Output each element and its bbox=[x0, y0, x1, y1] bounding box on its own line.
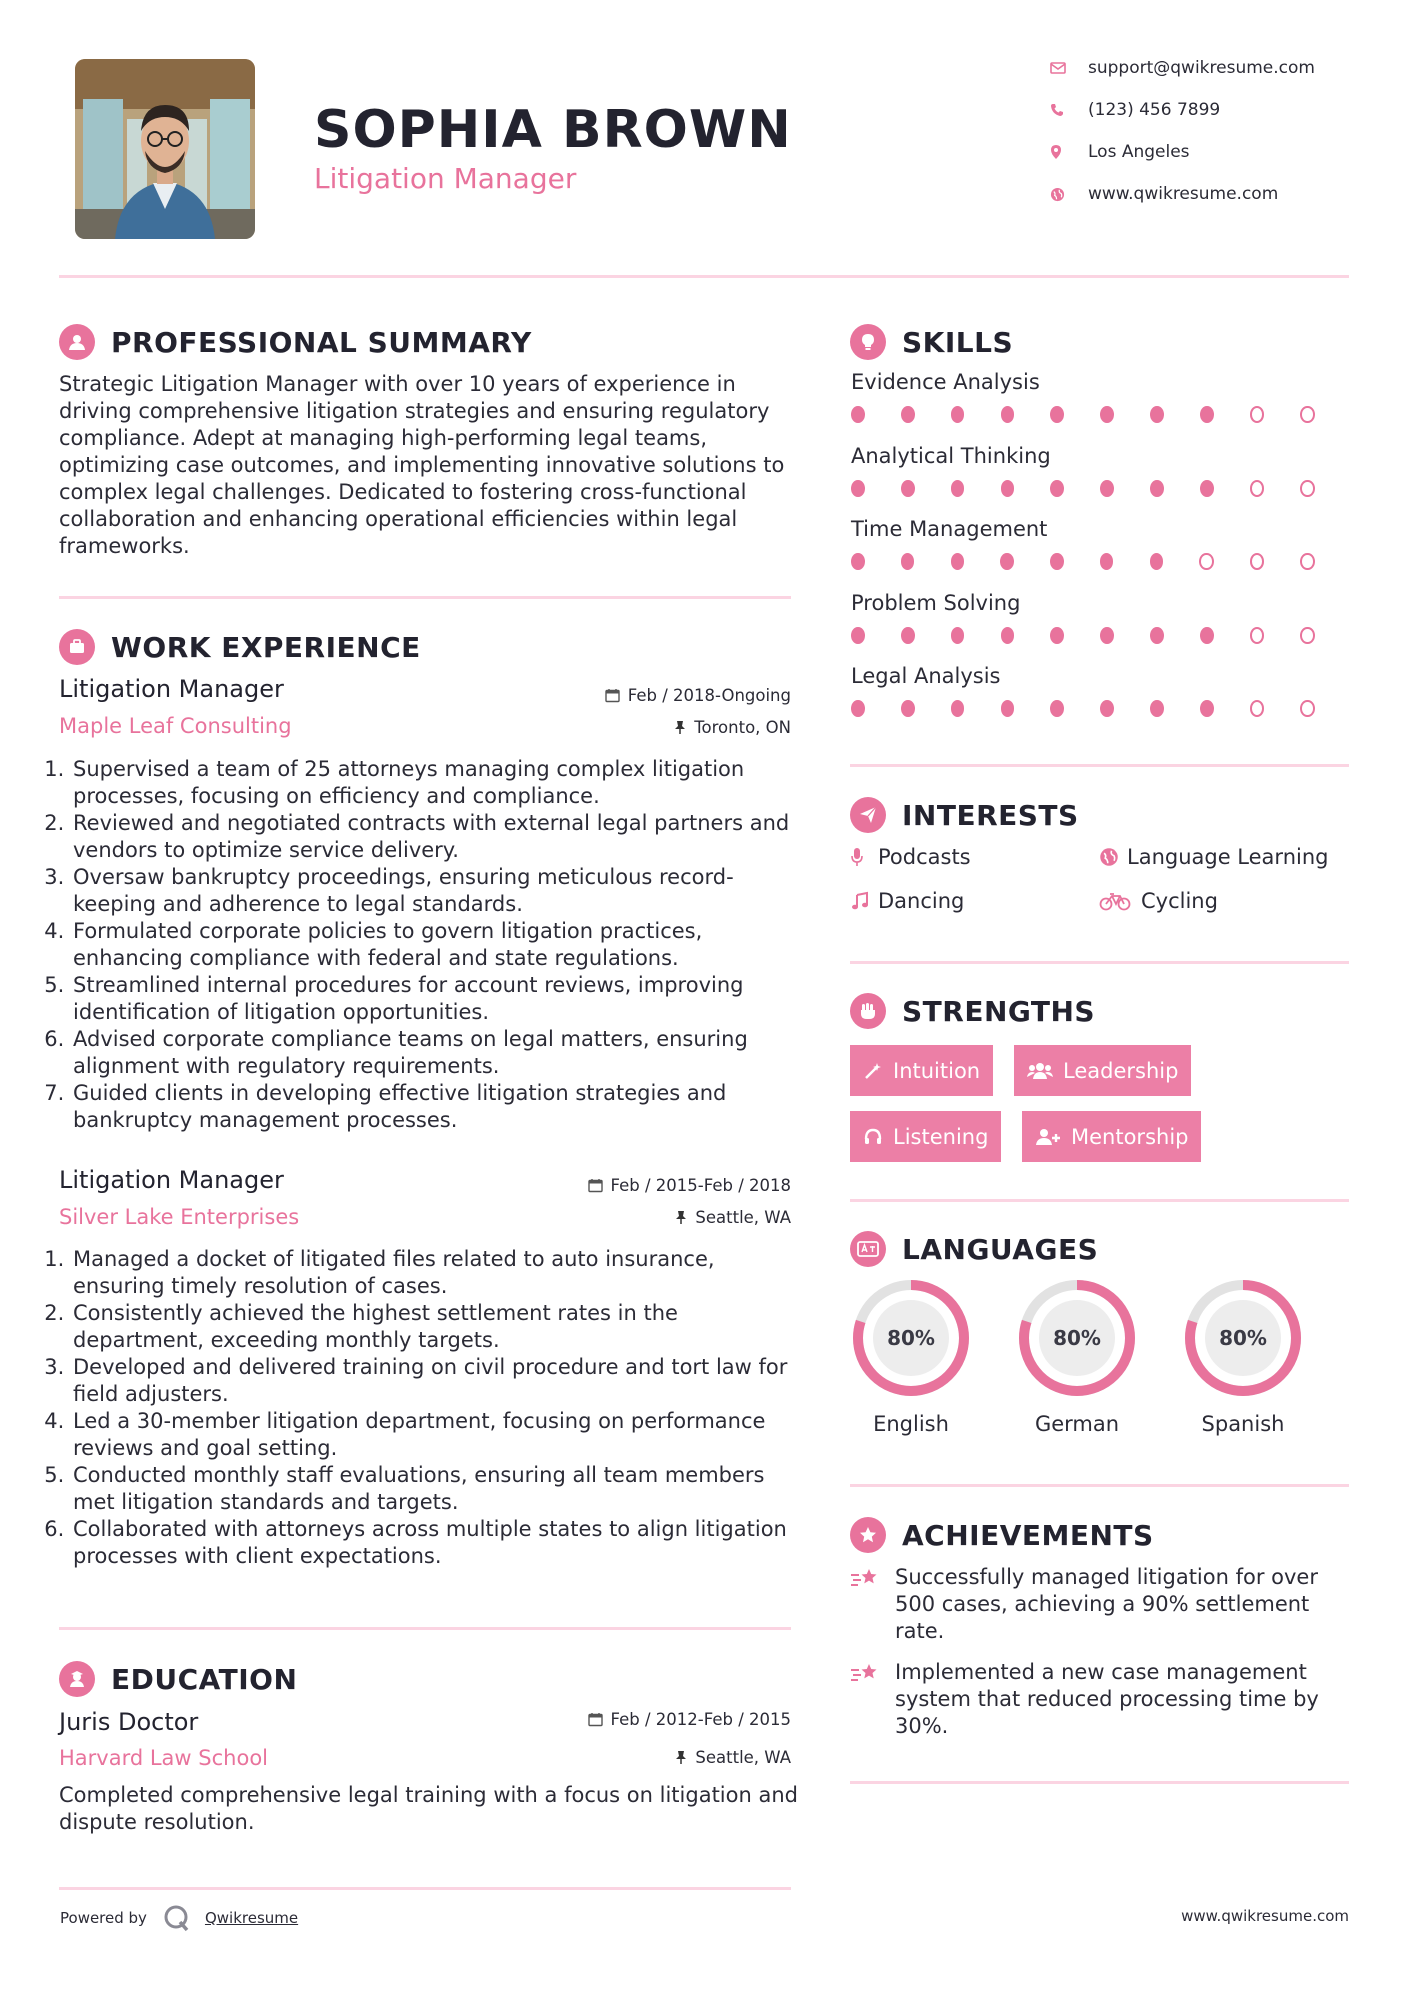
section-work-experience bbox=[59, 629, 421, 665]
music-note-icon bbox=[850, 891, 878, 911]
section-divider bbox=[850, 764, 1349, 767]
rating-dot-filled bbox=[1150, 480, 1164, 497]
users-icon bbox=[1027, 1061, 1053, 1081]
job-title: Litigation Manager bbox=[59, 675, 284, 703]
phone-icon bbox=[1050, 103, 1088, 117]
candidate-name: SOPHIA BROWN bbox=[314, 100, 792, 160]
rating-dot-empty bbox=[1250, 553, 1264, 570]
rating-dot-filled bbox=[901, 406, 915, 423]
job-location: Toronto, ON bbox=[674, 718, 791, 737]
pushpin-icon bbox=[675, 1750, 687, 1765]
header-divider bbox=[59, 275, 1349, 278]
education-location: Seattle, WA bbox=[675, 1748, 791, 1767]
job-dates: Feb / 2015-Feb / 2018 bbox=[588, 1176, 791, 1195]
section-education bbox=[59, 1661, 297, 1697]
summary-text: Strategic Litigation Manager with over 10 years of experience in driving comprehensive litigation strategies and ensuring regulatory compliance. Adept at managing high-performing legal teams, optimizing case outcomes, and implementing innovative solutions to complex legal challenges. Dedicated to fostering cross-functional collaboration and enhancing operational efficiencies within legal frameworks. bbox=[59, 372, 785, 558]
rating-dot-filled bbox=[851, 480, 865, 497]
rating-dot-empty bbox=[1199, 553, 1213, 570]
language-progress-ring bbox=[1181, 1276, 1305, 1400]
calendar-icon bbox=[605, 688, 620, 703]
rating-dot-filled bbox=[951, 406, 965, 423]
qwikresume-link[interactable]: Qwikresume bbox=[204, 1909, 299, 1927]
language-percent: 80% bbox=[1219, 1326, 1267, 1350]
rating-dot-filled bbox=[1100, 627, 1114, 644]
skill-name: Legal Analysis bbox=[851, 664, 1001, 688]
section-languages bbox=[850, 1231, 1098, 1267]
list-item: 3. Developed and delivered training on civil procedure and tort law for field adjusters. bbox=[71, 1354, 798, 1408]
rating-dot-empty bbox=[1250, 406, 1264, 423]
skill-item bbox=[851, 591, 1351, 665]
rating-dot-empty bbox=[1300, 627, 1314, 644]
contact-email-text: support@qwikresume.com bbox=[1088, 58, 1315, 78]
education-description: Completed comprehensive legal training with a focus on litigation and dispute resolution. bbox=[59, 1783, 798, 1834]
list-item: 6. Collaborated with attorneys across multiple states to align litigation processes with client expectations. bbox=[71, 1516, 798, 1570]
skill-name: Time Management bbox=[851, 517, 1048, 541]
footer-divider bbox=[59, 1887, 791, 1890]
skill-name: Evidence Analysis bbox=[851, 370, 1040, 394]
rating-dot-filled bbox=[1100, 480, 1114, 497]
paper-plane-icon bbox=[850, 797, 886, 833]
rating-dot-filled bbox=[1150, 700, 1164, 717]
rating-dot-filled bbox=[1100, 700, 1114, 717]
job-title: Litigation Manager bbox=[59, 1166, 284, 1194]
rating-dot-filled bbox=[1100, 553, 1114, 570]
contact-location bbox=[1050, 142, 1190, 162]
rating-dot-filled bbox=[901, 627, 915, 644]
contact-website[interactable] bbox=[1050, 184, 1278, 204]
user-icon bbox=[59, 324, 95, 360]
calendar-icon bbox=[588, 1712, 603, 1727]
fist-icon bbox=[850, 993, 886, 1029]
job-company: Maple Leaf Consulting bbox=[59, 714, 292, 738]
rating-dot-empty bbox=[1300, 553, 1314, 570]
skill-rating bbox=[851, 553, 1351, 570]
powered-by-text: Powered by bbox=[60, 1909, 147, 1927]
shooting-star-icon bbox=[850, 1659, 895, 1740]
strength-chip: Mentorship bbox=[1022, 1111, 1201, 1162]
language-name: German bbox=[1034, 1412, 1120, 1436]
section-skills bbox=[850, 324, 1013, 360]
interest-item: Language Learning bbox=[1099, 845, 1328, 869]
list-item: 4. Led a 30-member litigation department, focusing on performance reviews and goal setting. bbox=[71, 1408, 798, 1462]
rating-dot-filled bbox=[851, 700, 865, 717]
rating-dot-filled bbox=[1050, 627, 1064, 644]
job-company: Silver Lake Enterprises bbox=[59, 1205, 300, 1229]
rating-dot-empty bbox=[1300, 406, 1314, 423]
footer-url[interactable]: www.qwikresume.com bbox=[1181, 1907, 1349, 1925]
section-divider bbox=[59, 596, 791, 599]
section-achievements bbox=[850, 1517, 1154, 1553]
education-degree: Juris Doctor bbox=[59, 1708, 199, 1736]
rating-dot-filled bbox=[1001, 480, 1015, 497]
rating-dot-filled bbox=[951, 627, 965, 644]
profile-photo bbox=[75, 59, 255, 239]
achievement-item: Successfully managed litigation for over 500 cases, achieving a 90% settlement rate. bbox=[850, 1564, 1320, 1645]
section-divider bbox=[59, 1627, 791, 1630]
achievement-item: Implemented a new case management system that reduced processing time by 30%. bbox=[850, 1659, 1320, 1740]
pushpin-icon bbox=[674, 720, 686, 735]
skill-name: Analytical Thinking bbox=[851, 443, 1051, 468]
microphone-icon bbox=[850, 847, 878, 867]
graduate-icon bbox=[59, 1661, 95, 1697]
language-percent: 80% bbox=[1053, 1326, 1101, 1350]
skill-rating bbox=[851, 700, 1351, 717]
job-bullets bbox=[53, 756, 798, 1134]
list-item: 5. Conducted monthly staff evaluations, ensuring all team members met litigation standards and targets. bbox=[71, 1462, 798, 1516]
rating-dot-filled bbox=[901, 553, 915, 570]
list-item: 7. Guided clients in developing effective litigation strategies and bankruptcy management processes. bbox=[71, 1080, 798, 1134]
section-title: INTERESTS bbox=[902, 798, 1079, 832]
list-item: 2. Consistently achieved the highest settlement rates in the department, exceeding monthly targets. bbox=[71, 1300, 798, 1354]
rating-dot-filled bbox=[1001, 700, 1015, 717]
section-title: ACHIEVEMENTS bbox=[902, 1518, 1154, 1552]
rating-dot-filled bbox=[1000, 553, 1014, 570]
section-divider bbox=[850, 961, 1349, 964]
headphones-icon bbox=[863, 1127, 883, 1147]
magic-wand-icon bbox=[863, 1061, 883, 1081]
rating-dot-filled bbox=[1050, 700, 1064, 717]
language-name: Spanish bbox=[1201, 1412, 1285, 1436]
rating-dot-empty bbox=[1250, 627, 1264, 644]
section-strengths bbox=[850, 993, 1095, 1029]
rating-dot-filled bbox=[851, 553, 865, 570]
language-progress-ring bbox=[1015, 1276, 1139, 1400]
section-interests bbox=[850, 797, 1079, 833]
contact-location-text: Los Angeles bbox=[1088, 142, 1190, 162]
qwikresume-logo-icon bbox=[163, 1904, 191, 1932]
section-divider bbox=[850, 1199, 1349, 1202]
rating-dot-filled bbox=[901, 700, 915, 717]
location-pin-icon bbox=[1050, 144, 1088, 160]
language-percent: 80% bbox=[887, 1326, 935, 1350]
section-divider bbox=[850, 1484, 1349, 1487]
rating-dot-filled bbox=[1001, 627, 1015, 644]
skill-item bbox=[851, 664, 1351, 738]
briefcase-icon bbox=[59, 629, 95, 665]
footer-powered-by bbox=[60, 1904, 298, 1932]
job-location: Seattle, WA bbox=[675, 1208, 791, 1227]
list-item: 2. Reviewed and negotiated contracts with external legal partners and vendors to optimize service delivery. bbox=[71, 810, 798, 864]
rating-dot-filled bbox=[1200, 480, 1214, 497]
rating-dot-filled bbox=[1100, 406, 1114, 423]
envelope-icon bbox=[1050, 62, 1088, 74]
rating-dot-filled bbox=[951, 553, 965, 570]
section-title: STRENGTHS bbox=[902, 994, 1096, 1028]
rating-dot-empty bbox=[1300, 700, 1314, 717]
interest-item: Cycling bbox=[1099, 889, 1218, 913]
rating-dot-filled bbox=[1200, 700, 1214, 717]
contact-email[interactable] bbox=[1050, 58, 1315, 78]
globe-icon bbox=[1050, 187, 1088, 202]
section-title: WORK EXPERIENCE bbox=[111, 630, 421, 664]
rating-dot-empty bbox=[1300, 480, 1314, 497]
shooting-star-icon bbox=[850, 1564, 895, 1645]
user-plus-icon bbox=[1035, 1127, 1061, 1147]
contact-website-text: www.qwikresume.com bbox=[1088, 184, 1279, 204]
star-badge-icon bbox=[850, 1517, 886, 1553]
contact-phone[interactable] bbox=[1050, 100, 1220, 120]
education-dates: Feb / 2012-Feb / 2015 bbox=[588, 1710, 791, 1729]
job-dates: Feb / 2018-Ongoing bbox=[605, 686, 791, 705]
language-icon bbox=[850, 1231, 886, 1267]
education-school: Harvard Law School bbox=[59, 1746, 268, 1770]
section-title: PROFESSIONAL SUMMARY bbox=[111, 325, 532, 359]
language-progress-ring bbox=[849, 1276, 973, 1400]
skill-rating bbox=[851, 406, 1351, 423]
skill-item bbox=[851, 370, 1351, 444]
strength-chip: Listening bbox=[850, 1111, 1001, 1162]
interest-item: Dancing bbox=[850, 889, 964, 913]
rating-dot-filled bbox=[851, 627, 865, 644]
job-bullets bbox=[53, 1246, 798, 1570]
language-name: English bbox=[873, 1412, 949, 1436]
rating-dot-filled bbox=[1050, 480, 1064, 497]
section-divider bbox=[850, 1781, 1349, 1784]
skill-name: Problem Solving bbox=[851, 590, 1021, 615]
list-item: 6. Advised corporate compliance teams on legal matters, ensuring alignment with regulatory requirements. bbox=[71, 1026, 798, 1080]
list-item: 5. Streamlined internal procedures for account reviews, improving identification of litigation opportunities. bbox=[71, 972, 798, 1026]
rating-dot-filled bbox=[1150, 406, 1164, 423]
list-item: 3. Oversaw bankruptcy proceedings, ensuring meticulous record-keeping and adherence to legal standards. bbox=[71, 864, 798, 918]
list-item: 1. Supervised a team of 25 attorneys managing complex litigation processes, focusing on efficiency and compliance. bbox=[71, 756, 798, 810]
calendar-icon bbox=[588, 1178, 603, 1193]
rating-dot-filled bbox=[1150, 627, 1164, 644]
section-title: EDUCATION bbox=[111, 1662, 298, 1696]
section-title: SKILLS bbox=[902, 325, 1014, 359]
rating-dot-filled bbox=[1001, 406, 1015, 423]
section-professional-summary bbox=[59, 324, 532, 360]
rating-dot-filled bbox=[1050, 553, 1064, 570]
rating-dot-filled bbox=[851, 406, 865, 423]
list-item: 1. Managed a docket of litigated files related to auto insurance, ensuring timely resolution of cases. bbox=[71, 1246, 798, 1300]
rating-dot-filled bbox=[1150, 553, 1164, 570]
bicycle-icon bbox=[1099, 891, 1141, 911]
section-title: LANGUAGES bbox=[902, 1232, 1099, 1266]
rating-dot-filled bbox=[1200, 627, 1214, 644]
rating-dot-filled bbox=[951, 700, 965, 717]
rating-dot-filled bbox=[1200, 406, 1214, 423]
list-item: 4. Formulated corporate policies to govern litigation practices, enhancing compliance with federal and state regulations. bbox=[71, 918, 798, 972]
rating-dot-empty bbox=[1250, 700, 1264, 717]
skills-list bbox=[851, 370, 1351, 738]
lightbulb-icon bbox=[850, 324, 886, 360]
skill-item bbox=[851, 517, 1351, 591]
skill-rating bbox=[851, 627, 1351, 644]
skill-rating bbox=[851, 480, 1351, 497]
interest-item: Podcasts bbox=[850, 845, 971, 869]
rating-dot-filled bbox=[1050, 406, 1064, 423]
rating-dot-empty bbox=[1250, 480, 1264, 497]
rating-dot-filled bbox=[901, 480, 915, 497]
pushpin-icon bbox=[675, 1210, 687, 1225]
strength-chip: Leadership bbox=[1014, 1045, 1191, 1096]
contact-phone-text: (123) 456 7899 bbox=[1088, 100, 1221, 120]
strength-chip: Intuition bbox=[850, 1045, 993, 1096]
rating-dot-filled bbox=[951, 480, 965, 497]
globe-icon bbox=[1099, 847, 1127, 867]
skill-item bbox=[851, 444, 1351, 518]
candidate-title: Litigation Manager bbox=[314, 162, 577, 195]
